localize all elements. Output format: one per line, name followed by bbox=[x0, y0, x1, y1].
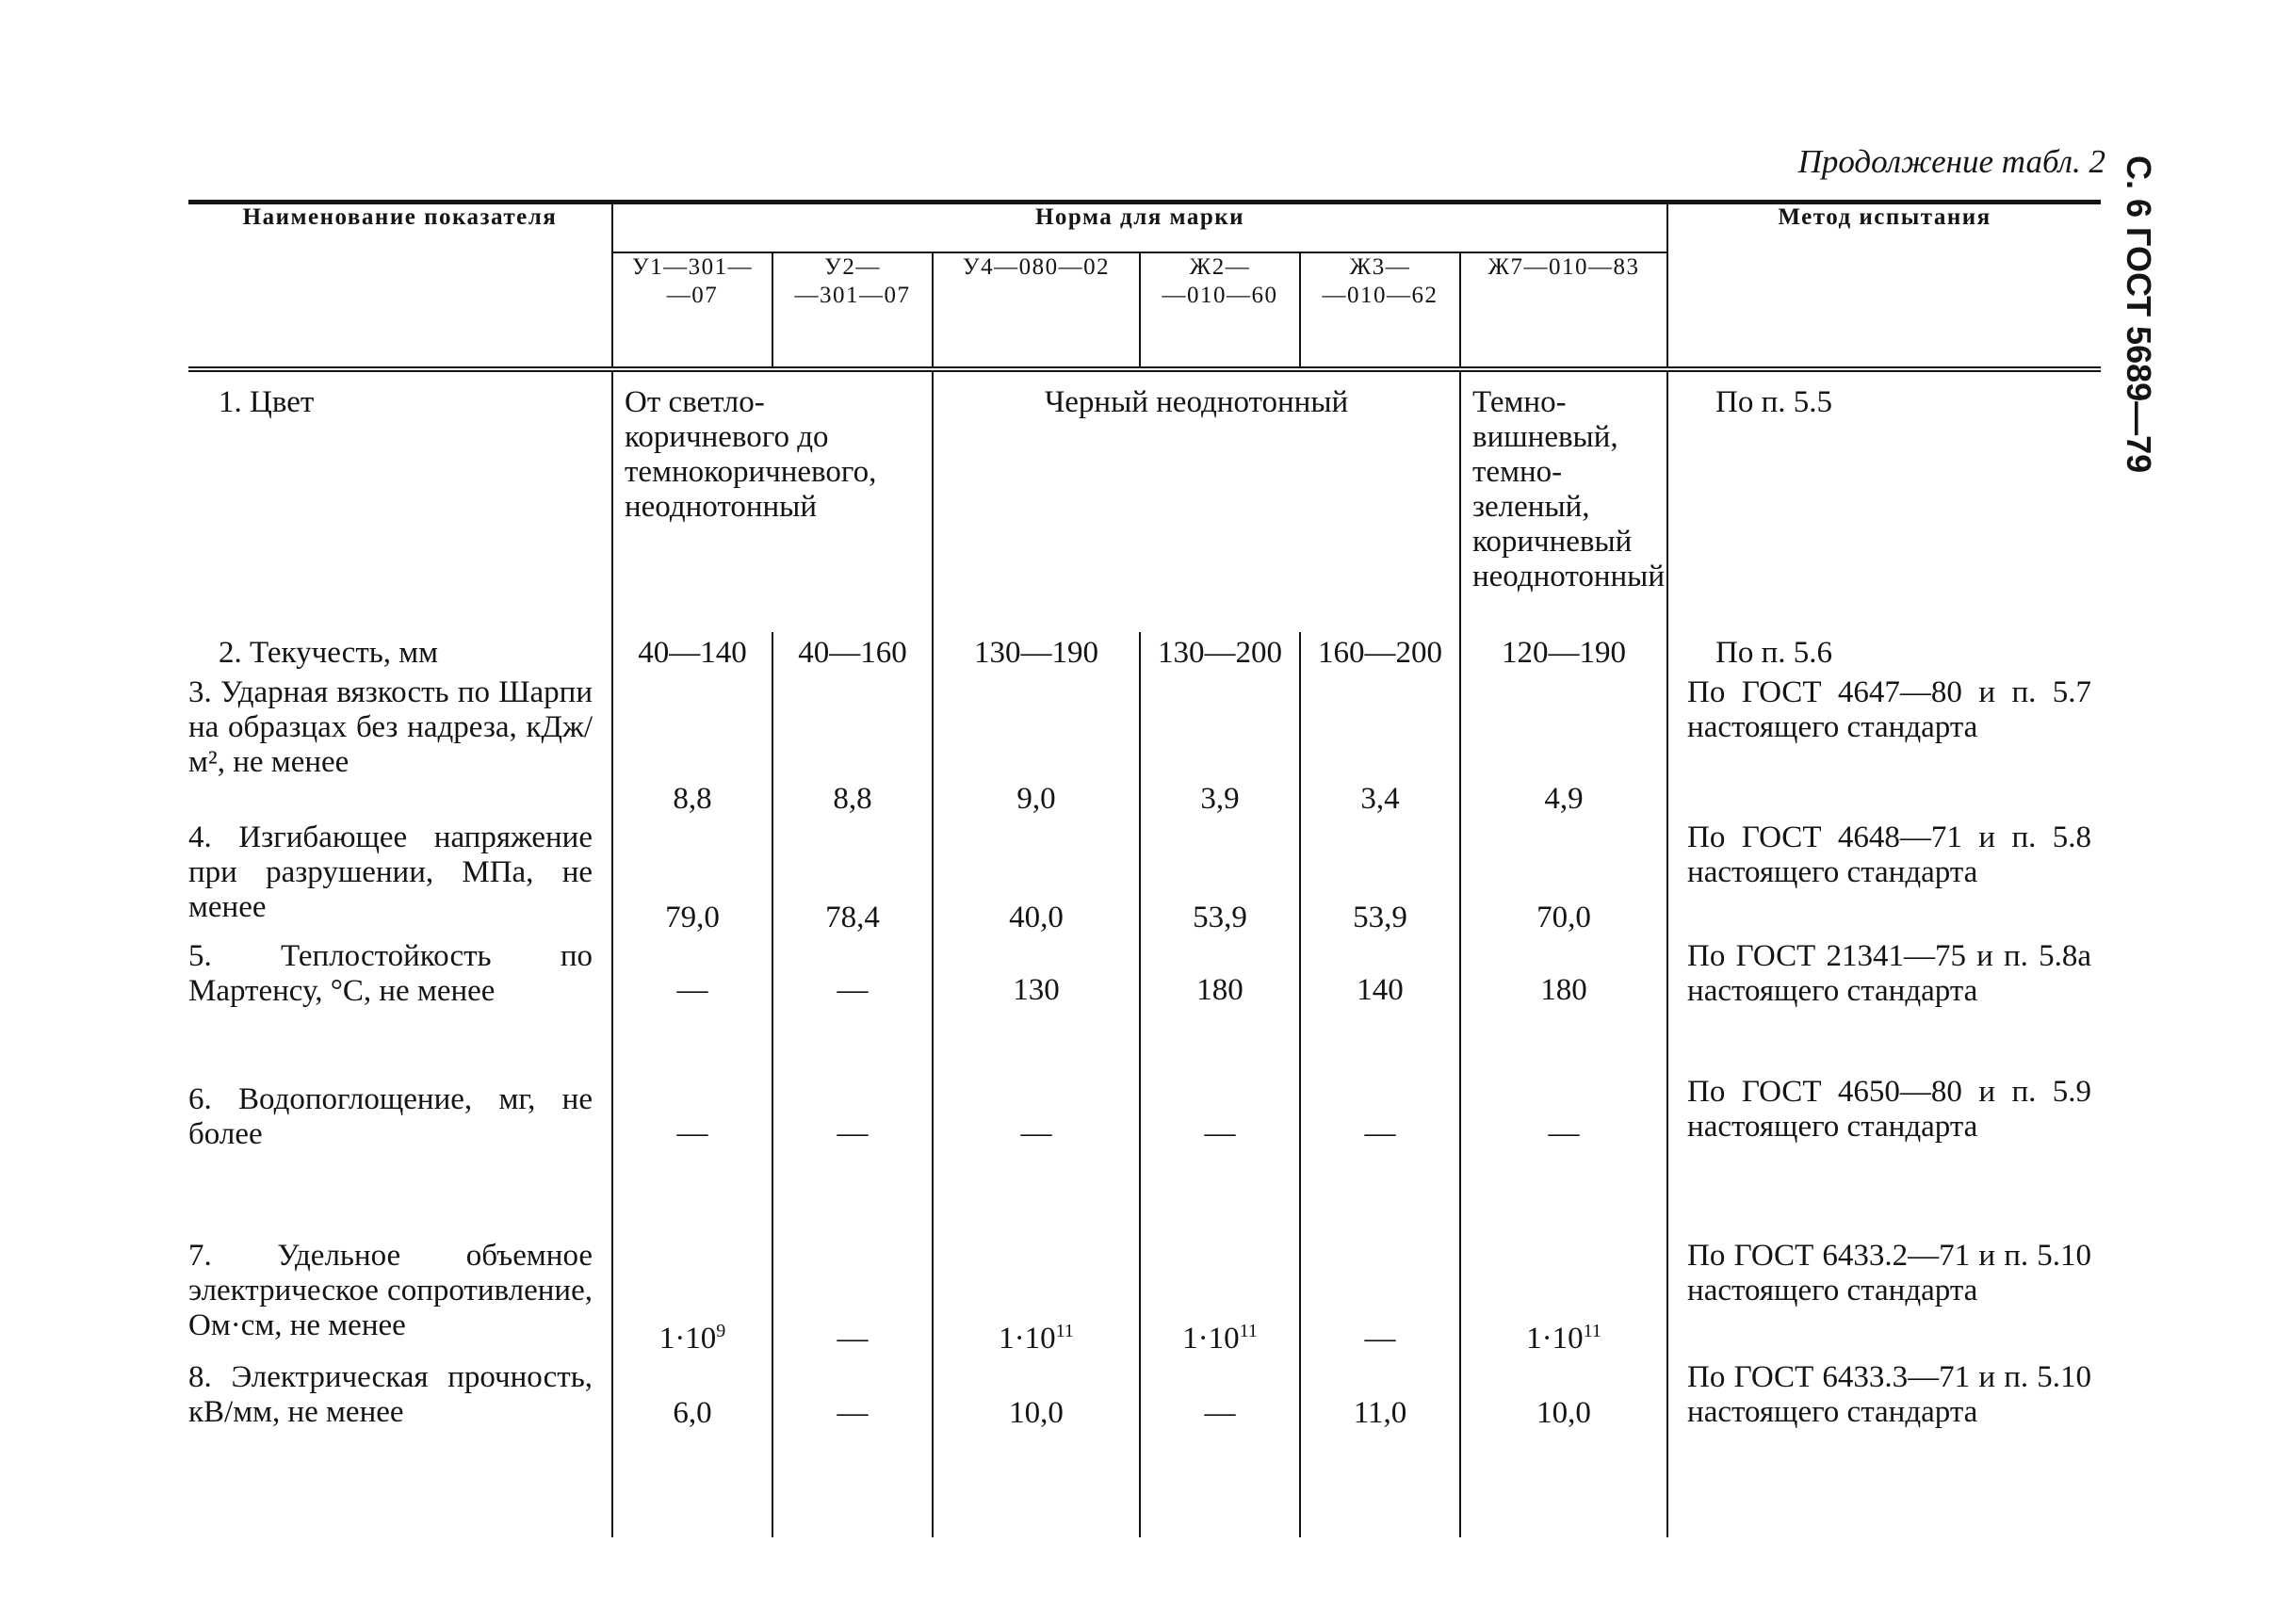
cell-value: 10,0 bbox=[1460, 1360, 1667, 1537]
row-name: 3. Ударная вязкость по Шарпи на образцах без надреза, кДж/м², не менее bbox=[188, 675, 593, 779]
cell-value: $1\cdot 10^{11}$ bbox=[933, 1239, 1140, 1360]
cell-value: 160—200 bbox=[1300, 632, 1460, 675]
header-grade-zh2: Ж2— —010—60 bbox=[1140, 252, 1300, 369]
header-grade-zh7: Ж7—010—83 bbox=[1460, 252, 1667, 369]
row-name: 7. Удельное объемное электрическое сопротивление, Ом·см, не менее bbox=[188, 1239, 593, 1342]
document-side-header: С. 6 ГОСТ 5689—79 bbox=[2120, 155, 2158, 474]
cell-value: 11,0 bbox=[1300, 1360, 1460, 1537]
header-method-column: Метод испытания bbox=[1667, 203, 2101, 370]
cell-value: — bbox=[1140, 1075, 1300, 1239]
cell-value: 78,4 bbox=[772, 820, 933, 939]
row-name: 6. Водопоглощение, мг, не более bbox=[188, 1082, 593, 1151]
table-row bbox=[188, 369, 2101, 632]
cell-value: 70,0 bbox=[1460, 820, 1667, 939]
cell-value: — bbox=[612, 1075, 772, 1239]
cell-value: 10,0 bbox=[933, 1360, 1140, 1537]
cell-value: 130—190 bbox=[933, 632, 1140, 675]
header-grade-u4: У4—080—02 bbox=[933, 252, 1140, 369]
row-method: По ГОСТ 21341—75 и п. 5.8а настоящего стандарта bbox=[1687, 939, 2092, 1008]
cell-value: 8,8 bbox=[772, 675, 933, 820]
header-grade-u1: У1—301— —07 bbox=[612, 252, 772, 369]
table-row bbox=[188, 1075, 2101, 1239]
row-method: По ГОСТ 4647—80 и п. 5.7 настоящего стандарта bbox=[1687, 675, 2092, 744]
color-value-zh7: Темно-вишневый, темно-зеленый, коричневый неоднотонный bbox=[1460, 369, 1667, 632]
row-method: По ГОСТ 6433.2—71 и п. 5.10 настоящего стандарта bbox=[1687, 1239, 2092, 1307]
cell-value: — bbox=[612, 939, 772, 1075]
row-method: По п. 5.6 bbox=[1715, 636, 1833, 670]
cell-value: $1\cdot 10^{11}$ bbox=[1140, 1239, 1300, 1360]
row-method: По ГОСТ 4648—71 и п. 5.8 настоящего стандарта bbox=[1687, 820, 2092, 889]
cell-value: — bbox=[1460, 1075, 1667, 1239]
cell-value: 40,0 bbox=[933, 820, 1140, 939]
cell-value: — bbox=[772, 1239, 933, 1360]
properties-table bbox=[188, 200, 2101, 1537]
cell-value: 53,9 bbox=[1140, 820, 1300, 939]
row-name: 5. Теплостойкость по Мартенсу, °С, не менее bbox=[188, 939, 593, 1008]
cell-value: 79,0 bbox=[612, 820, 772, 939]
header-norm-group: Норма для марки bbox=[612, 203, 1667, 253]
cell-value: — bbox=[772, 1075, 933, 1239]
cell-value: $1\cdot 10^{11}$ bbox=[1460, 1239, 1667, 1360]
cell-value: 40—140 bbox=[612, 632, 772, 675]
cell-value: 140 bbox=[1300, 939, 1460, 1075]
header-grade-u2: У2— —301—07 bbox=[772, 252, 933, 369]
color-value-u4-zh3: Черный неоднотонный bbox=[933, 369, 1460, 632]
cell-value: — bbox=[933, 1075, 1140, 1239]
row-method: По п. 5.5 bbox=[1715, 385, 1833, 419]
row-name: 8. Электрическая прочность, кВ/мм, не менее bbox=[188, 1360, 593, 1429]
header-name-column: Наименование показателя bbox=[188, 203, 612, 370]
cell-value: 53,9 bbox=[1300, 820, 1460, 939]
cell-value: 8,8 bbox=[612, 675, 772, 820]
cell-value: — bbox=[772, 1360, 933, 1537]
cell-value: 3,9 bbox=[1140, 675, 1300, 820]
table-row bbox=[188, 1360, 2101, 1537]
cell-value: 180 bbox=[1140, 939, 1300, 1075]
row-name: 1. Цвет bbox=[219, 385, 315, 419]
table-row bbox=[188, 675, 2101, 820]
table-row bbox=[188, 820, 2101, 939]
cell-value: 180 bbox=[1460, 939, 1667, 1075]
cell-value: 9,0 bbox=[933, 675, 1140, 820]
row-method: По ГОСТ 6433.3—71 и п. 5.10 настоящего стандарта bbox=[1687, 1360, 2092, 1429]
cell-value: 3,4 bbox=[1300, 675, 1460, 820]
cell-value: — bbox=[1140, 1360, 1300, 1537]
cell-value: 40—160 bbox=[772, 632, 933, 675]
cell-value: 130 bbox=[933, 939, 1140, 1075]
table-row bbox=[188, 939, 2101, 1075]
row-name: 2. Текучесть, мм bbox=[219, 636, 439, 670]
table-row bbox=[188, 1239, 2101, 1360]
table-continuation-title: Продолжение табл. 2 bbox=[1797, 143, 2105, 180]
cell-value: — bbox=[1300, 1239, 1460, 1360]
cell-value: — bbox=[1300, 1075, 1460, 1239]
cell-value: 4,9 bbox=[1460, 675, 1667, 820]
cell-value: 120—190 bbox=[1460, 632, 1667, 675]
cell-value: 6,0 bbox=[612, 1360, 772, 1537]
cell-value: 130—200 bbox=[1140, 632, 1300, 675]
color-value-u1-u2: От светло-коричневого до темнокоричневого, неоднотонный bbox=[612, 369, 933, 632]
cell-value: $1\cdot 10^9$ bbox=[612, 1239, 772, 1360]
table-row bbox=[188, 632, 2101, 675]
header-grade-zh3: Ж3— —010—62 bbox=[1300, 252, 1460, 369]
cell-value: — bbox=[772, 939, 933, 1075]
row-method: По ГОСТ 4650—80 и п. 5.9 настоящего стандарта bbox=[1687, 1075, 2092, 1144]
row-name: 4. Изгибающее напряжение при разрушении, МПа, не менее bbox=[188, 820, 593, 924]
